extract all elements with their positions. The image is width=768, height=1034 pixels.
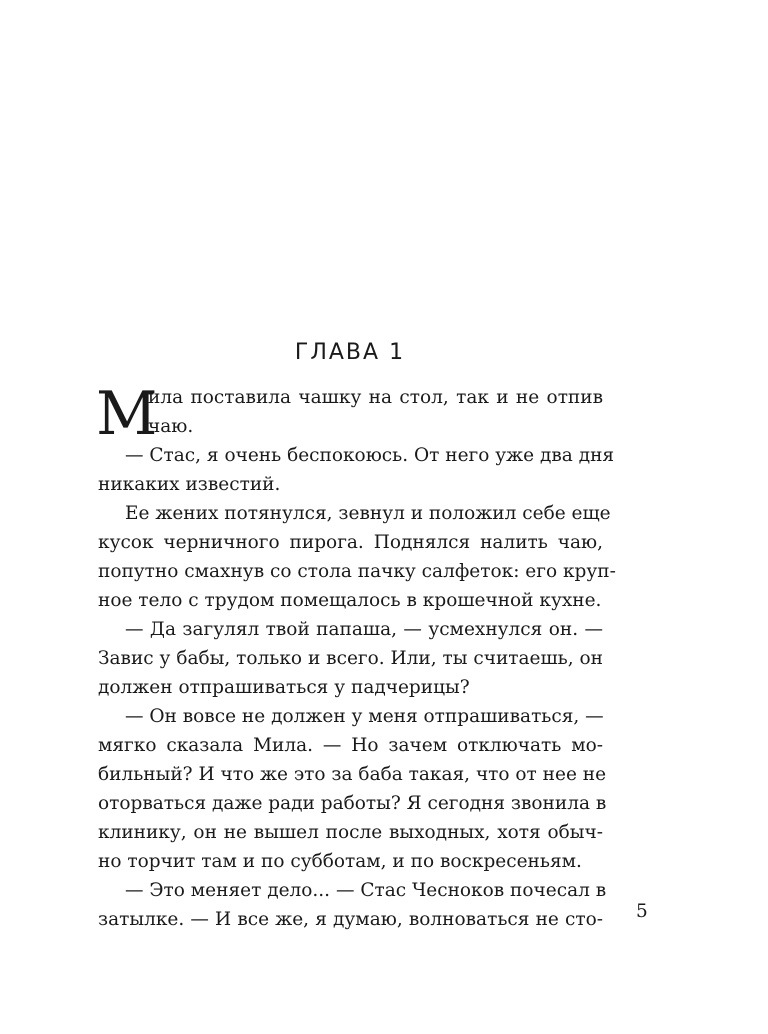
text-line: затылке. — И все же, я думаю, волноваться не сто- xyxy=(98,909,603,930)
text-line: попутно смахнув со стола пачку салфеток: его круп- xyxy=(98,561,616,582)
text-line: мягко сказала Мила. — Но зачем отключать мо- xyxy=(98,735,603,756)
text-line: оторваться даже ради работы? Я сегодня звонила в xyxy=(98,793,607,814)
text-line: бильный? И что же это за баба такая, что от нее не xyxy=(98,764,607,785)
text-line: ила поставила чашку на стол, так и не отпив xyxy=(148,387,603,408)
text-line: чаю. xyxy=(148,416,194,437)
text-line: кусок черничного пирога. Поднялся налить чаю, xyxy=(98,532,603,553)
text-line: Завис у бабы, только и всего. Или, ты считаешь, он xyxy=(98,648,603,669)
text-line: — Он вовсе не должен у меня отпрашиваться, — xyxy=(125,706,604,727)
text-line: должен отпрашиваться у падчерицы? xyxy=(98,677,470,698)
page-number: 5 xyxy=(636,901,648,922)
text-line: — Это меняет дело... — Стас Чесноков почесал в xyxy=(125,880,607,901)
drop-cap: М xyxy=(96,379,158,449)
text-line: — Да загулял твой папаша, — усмехнулся он. — xyxy=(125,619,603,640)
text-line: ное тело с трудом помещалось в крошечной кухне. xyxy=(98,590,602,611)
text-line: — Стас, я очень беспокоюсь. От него уже два дня xyxy=(125,445,615,466)
text-line: клинику, он не вышел после выходных, хотя обыч- xyxy=(98,822,603,843)
chapter-title: ГЛАВА 1 xyxy=(294,340,406,365)
text-line: но торчит там и по субботам, и по воскресеньям. xyxy=(98,851,582,872)
text-line: Ее жених потянулся, зевнул и положил себе еще xyxy=(125,503,611,524)
text-line: никаких известий. xyxy=(98,474,281,495)
